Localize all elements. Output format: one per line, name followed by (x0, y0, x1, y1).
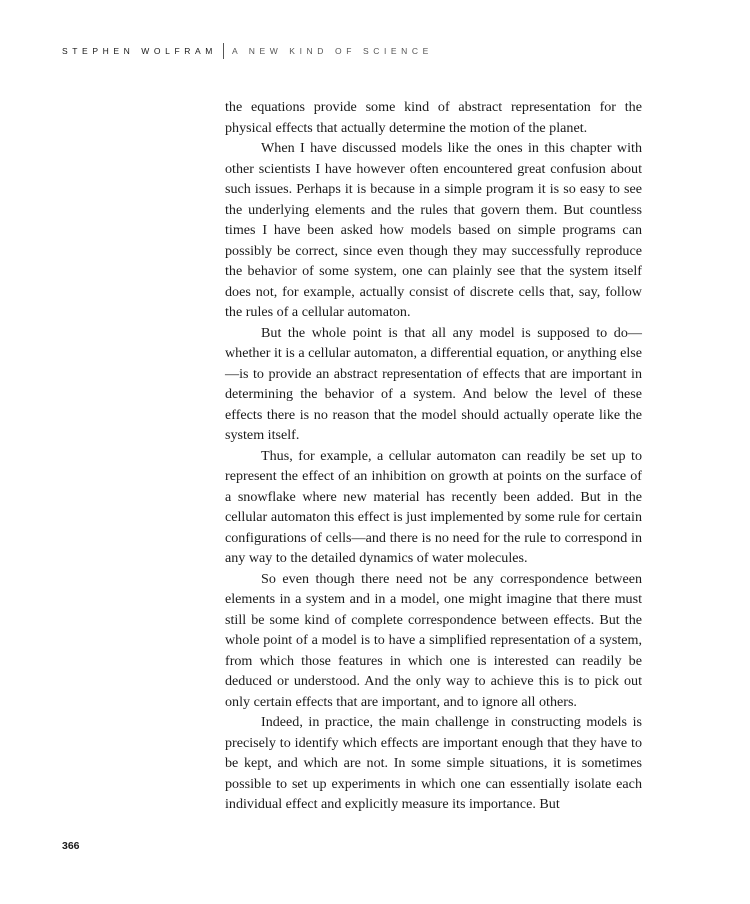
paragraph: Thus, for example, a cellular automaton can readily be set up to represent the effect of an inhibition on growth at points on the surface of a snowflake where new material has recently been added. But in the cellular automaton this effect is just implemented by some rule for certain configurations of cells—and there is no need for the rule to correspond in any way to the detailed dynamics of water molecules. (225, 447, 642, 566)
body-text (225, 97, 642, 815)
header-book-title: A NEW KIND OF SCIENCE (231, 46, 433, 56)
paragraph: So even though there need not be any correspondence between elements in a system and in a model, one might imagine that there must still be some kind of complete correspondence between effects. But the whole point of a model is to have a simplified representation of a system, from which those features in which one is interested can readily be deduced or understood. And the only way to achieve this is to pick out only certain effects that are important, and to ignore all others. (225, 570, 642, 710)
paragraph-continued: the equations provide some kind of abstract representation for the physical effects that actually determine the motion of the planet. (225, 99, 642, 136)
page-number: 366 (62, 840, 80, 852)
header-divider (223, 43, 224, 59)
paragraph: Indeed, in practice, the main challenge in constructing models is precisely to identify which effects are important enough that they have to be kept, and which are not. In some simple situations, it is sometimes possible to set up experiments in which one can essentially isolate each individual effect and explicitly measure its importance. But (225, 714, 642, 812)
running-header (62, 44, 433, 58)
paragraph: When I have discussed models like the ones in this chapter with other scientists I have however often encountered great confusion about such issues. Perhaps it is because in a simple program it is so easy to see the underlying elements and the rules that govern them. But countless times I have been asked how models based on simple programs can possibly be correct, since even though they may successfully reproduce the behavior of some system, one can plainly see that the system itself does not, for example, actually consist of discrete cells that, say, follow the rules of a cellular automaton. (225, 140, 642, 320)
header-author: STEPHEN WOLFRAM (62, 46, 217, 56)
paragraph: But the whole point is that all any model is supposed to do—whether it is a cellular automaton, a differential equation, or anything else—is to provide an abstract representation of effects that are important in determining the behavior of a system. And below the level of these effects there is no reason that the model should actually operate like the system itself. (225, 324, 642, 443)
